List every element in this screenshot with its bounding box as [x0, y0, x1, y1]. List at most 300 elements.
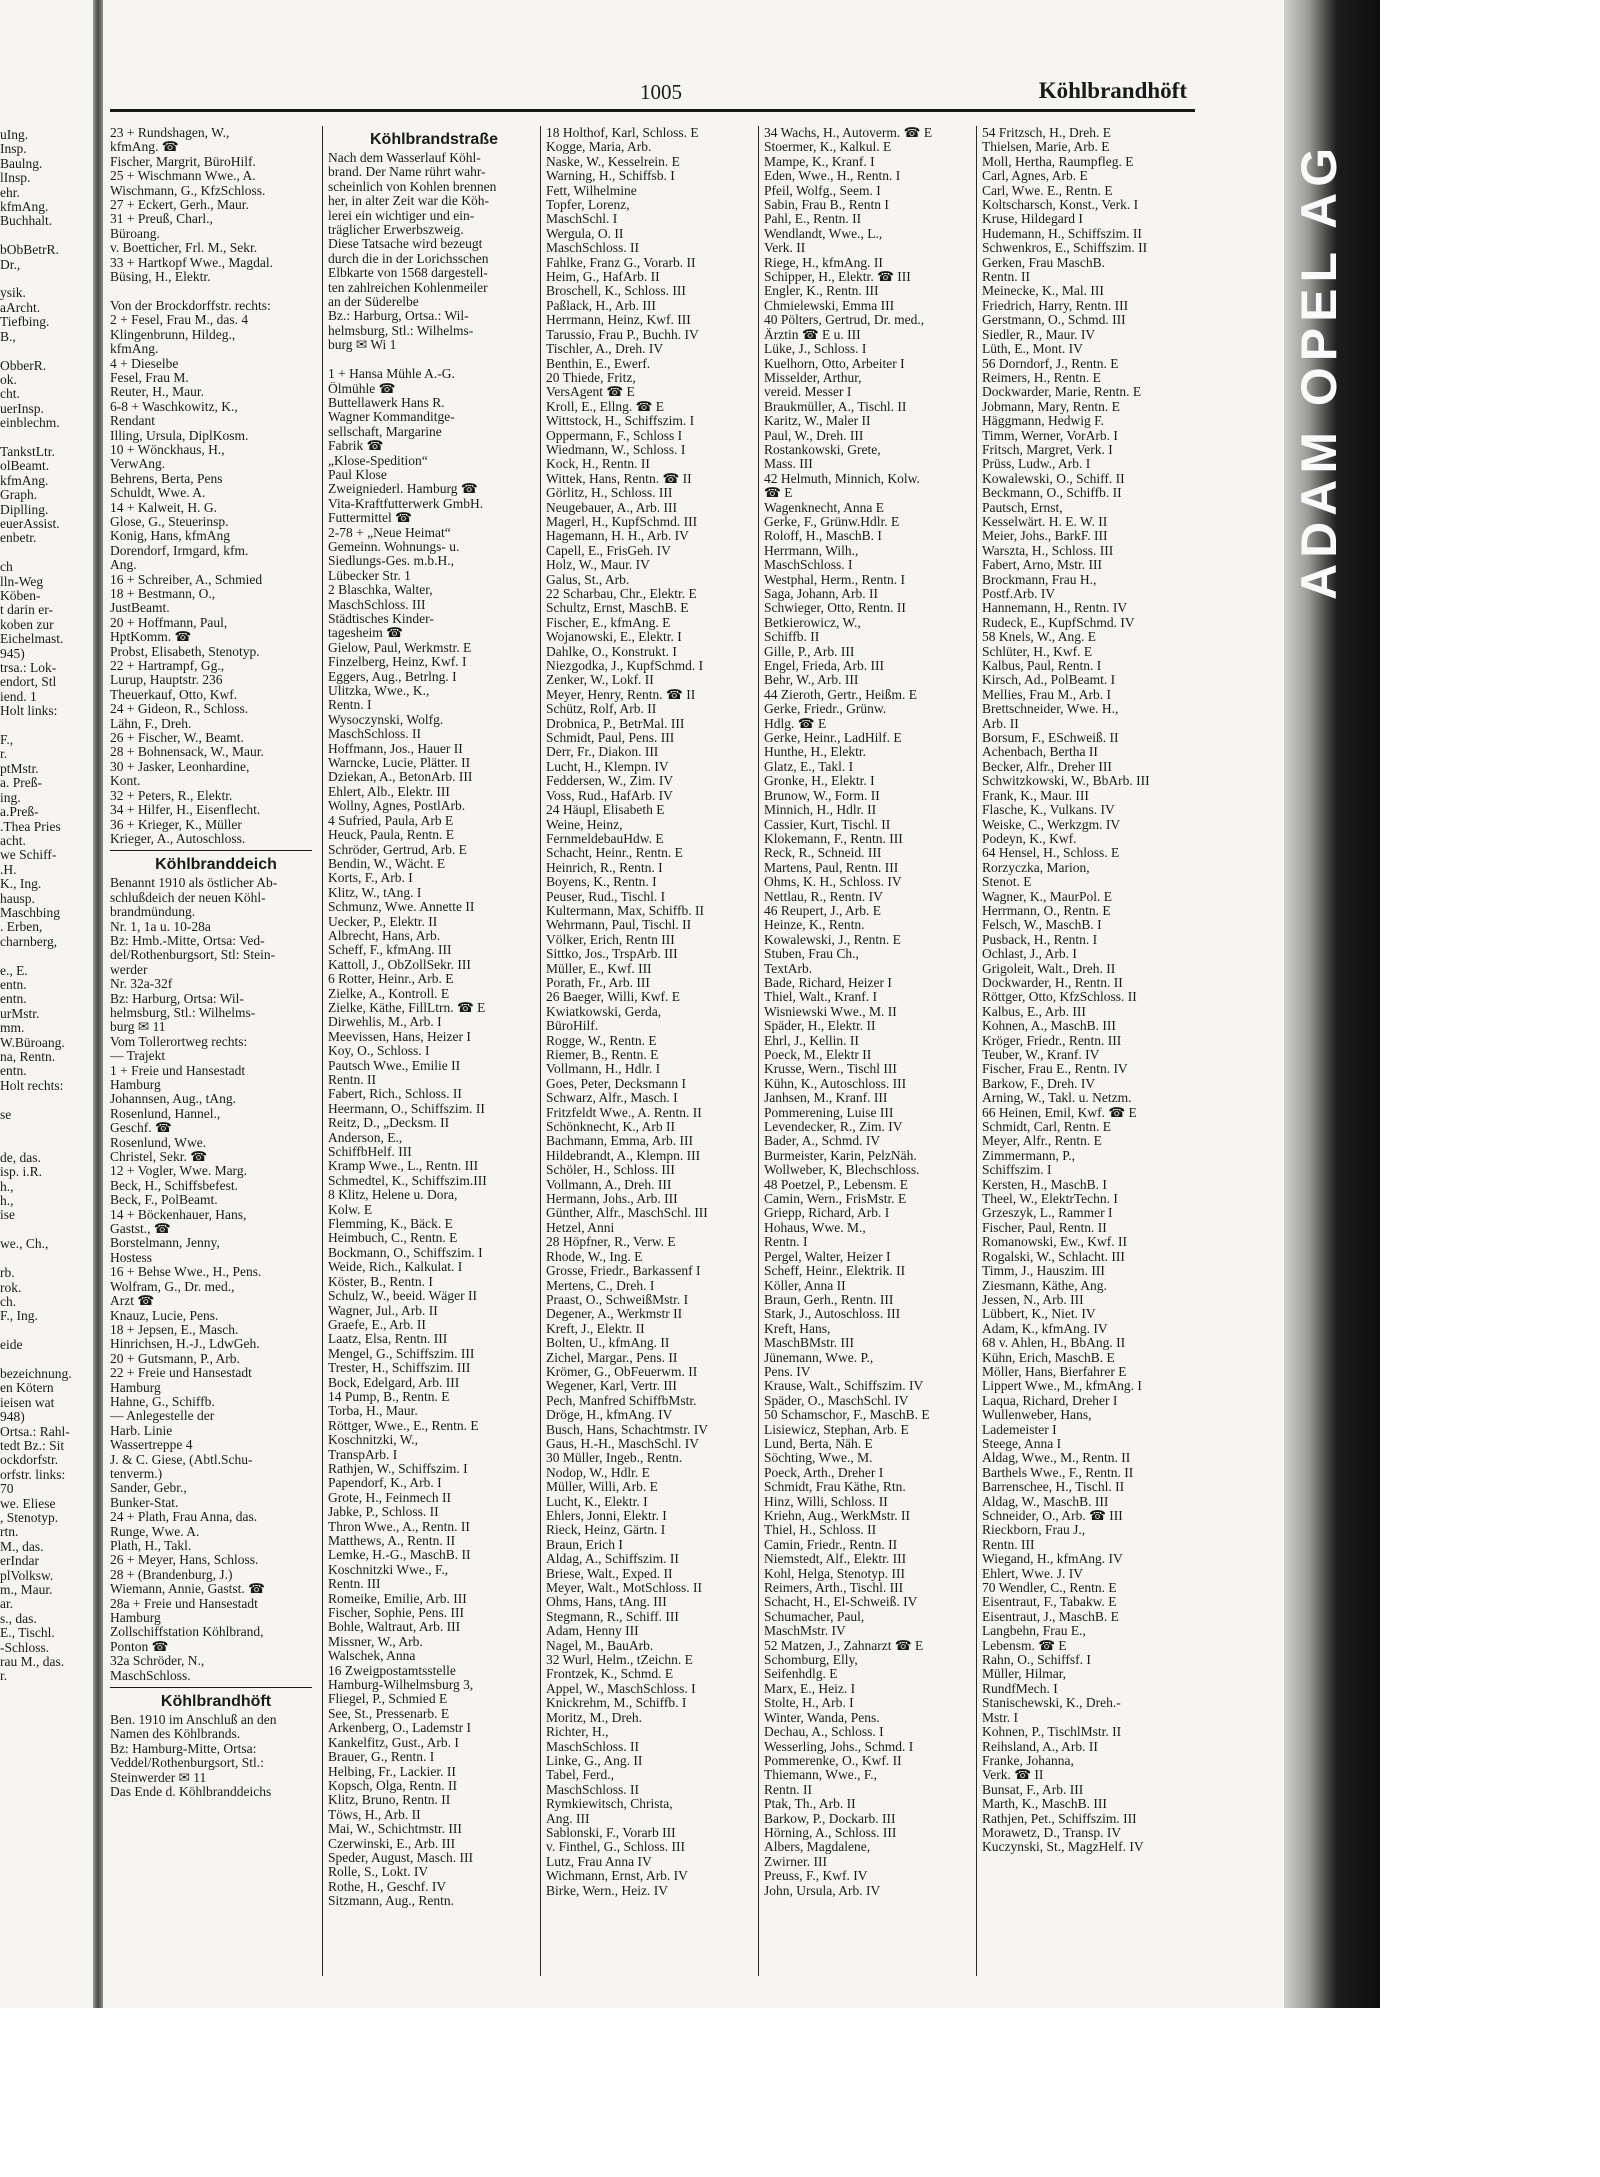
directory-entry: Finzelberg, Heinz, Kwf. I — [328, 655, 467, 670]
directory-entry: Siedler, R., Maur. IV — [982, 327, 1096, 342]
directory-entry: Thiel, H., Schloss. II — [764, 1523, 877, 1538]
fragment-line: we. Eliese — [0, 1496, 56, 1511]
directory-entry: Beckmann, O., Schiffb. II — [982, 486, 1122, 501]
directory-entry: Wendlandt, Wwe., L., — [764, 226, 883, 241]
fragment-line — [0, 949, 92, 963]
directory-entry: Wiedmann, W., Schloss. I — [546, 442, 686, 457]
directory-entry: Schmunz, Wwe. Annette II — [328, 900, 475, 915]
directory-entry: 1 + Freie und Hansestadt — [110, 1063, 246, 1078]
fragment-line: isp. i.R. — [0, 1165, 43, 1180]
directory-entry: 26 Baeger, Willi, Kwf. E — [546, 990, 681, 1005]
directory-entry: Arzt ☎ — [110, 1294, 155, 1309]
directory-entry: Wergula, O. II — [546, 226, 624, 241]
directory-entry: John, Ursula, Arb. IV — [764, 1883, 881, 1898]
directory-entry: Kock, H., Rentn. II — [546, 457, 650, 472]
directory-entry: Czerwinski, E., Arb. III — [328, 1836, 456, 1851]
directory-entry: Kolw. E — [328, 1202, 373, 1217]
directory-entry: 20 + Gutsmann, P., Arb. — [110, 1351, 240, 1366]
directory-entry: Kersten, H., MaschB. I — [982, 1177, 1107, 1192]
directory-entry: Rostankowski, Grete, — [764, 442, 881, 457]
directory-entry: Flasche, K., Vulkans. IV — [982, 803, 1115, 818]
directory-entry: Heinze, K., Rentn. — [764, 918, 865, 933]
directory-entry: Hamburg-Wilhelmsburg 3, — [328, 1678, 474, 1693]
directory-entry: Hetzel, Anni — [546, 1220, 615, 1235]
directory-entry: Goes, Peter, Decksmann I — [546, 1076, 687, 1091]
column-5 — [982, 126, 1194, 1976]
directory-entry: Laatz, Elsa, Rentn. III — [328, 1332, 448, 1347]
directory-entry: Bz: Hmb.-Mitte, Ortsa: Ved- — [110, 933, 265, 948]
directory-entry: VerwAng. — [110, 457, 166, 472]
directory-entry: 2 Blaschka, Walter, — [328, 583, 433, 598]
directory-entry: Barkow, P., Dockarb. III — [764, 1811, 896, 1826]
directory-entry: Mstr. I — [982, 1710, 1019, 1725]
directory-entry: Chmielewski, Emma III — [764, 298, 895, 313]
street-heading: Köhlbranddeich — [155, 856, 277, 874]
directory-entry: Theuerkauf, Otto, Kwf. — [110, 687, 238, 702]
directory-entry: Wassertreppe 4 — [110, 1438, 193, 1453]
directory-entry: Vita-Kraftfutterwerk GmbH. — [328, 496, 484, 511]
fragment-line: ockdorfstr. — [0, 1453, 59, 1468]
directory-entry: Rentn. II — [328, 1073, 376, 1087]
page-header — [110, 78, 1195, 112]
directory-entry: Kalbus, Paul, Rentn. I — [982, 659, 1102, 674]
directory-entry: Fritzfeldt Wwe., A. Rentn. II — [546, 1105, 702, 1120]
directory-entry: Tarussio, Frau P., Buchh. IV — [546, 327, 699, 342]
directory-entry: Borstelmann, Jenny, — [110, 1236, 220, 1251]
directory-entry: 36 + Krieger, K., Müller — [110, 817, 242, 832]
directory-entry: brand. Der Name rührt wahr- — [328, 165, 486, 180]
directory-entry: 14 + Kalweit, H. G. — [110, 500, 217, 515]
directory-entry: 27 + Eckert, Gerh., Maur. — [110, 198, 249, 213]
directory-entry: v. Finthel, G., Schloss. III — [546, 1840, 685, 1855]
directory-entry: HptKomm. ☎ — [110, 630, 192, 645]
directory-entry: Bz.: Harburg, Ortsa.: Wil- — [328, 309, 469, 324]
directory-entry: Matthews, A., Rentn. II — [328, 1534, 456, 1548]
directory-entry: Stenot. E — [982, 875, 1032, 890]
directory-entry: Stark, J., Autoschloss. III — [764, 1307, 901, 1322]
directory-entry: MaschSchl. I — [546, 212, 618, 227]
directory-entry: Knauz, Lucie, Pens. — [110, 1308, 219, 1323]
directory-entry: Gastst., ☎ — [110, 1222, 171, 1237]
directory-entry: Büroang. — [110, 226, 160, 241]
fragment-line: charnberg, — [0, 934, 58, 949]
directory-entry: Probst, Elisabeth, Stenotyp. — [110, 644, 260, 659]
directory-entry: Mass. III — [764, 457, 813, 472]
directory-entry: Lademeister I — [982, 1422, 1057, 1437]
directory-entry: Cassier, Kurt, Tischl. II — [764, 817, 891, 832]
directory-entry: Lisiewicz, Stephan, Arb. E — [764, 1422, 909, 1437]
directory-entry: Kroll, E., Ellng. ☎ E — [546, 399, 665, 414]
directory-entry: Ang. III — [546, 1811, 590, 1826]
directory-entry: Pommerenke, O., Kwf. II — [764, 1753, 902, 1768]
directory-entry: Neugebauer, A., Arb. III — [546, 500, 678, 515]
directory-entry: 20 Thiede, Fritz, — [546, 370, 636, 385]
directory-entry: Röttger, Wwe., E., Rentn. E — [328, 1418, 479, 1433]
directory-entry: Flemming, K., Bäck. E — [328, 1217, 453, 1232]
directory-entry: burg ✉ Wi 1 — [328, 338, 397, 353]
directory-entry: 25 + Wischmann Wwe., A. — [110, 169, 256, 184]
directory-entry: Häggmann, Hedwig F. — [982, 414, 1104, 429]
directory-entry: Heim, G., HafArb. II — [546, 270, 660, 285]
directory-entry: 33 + Hartkopf Wwe., Magdal. — [110, 255, 273, 270]
directory-entry: Heimbuch, C., Rentn. E — [328, 1231, 458, 1246]
directory-entry: Rieck, Heinz, Gärtn. I — [546, 1523, 666, 1538]
directory-entry: Hunthe, H., Elektr. — [764, 745, 866, 760]
directory-entry: Hermann, Johs., Arb. III — [546, 1192, 678, 1207]
fragment-line: rtn. — [0, 1525, 19, 1540]
fragment-line: K., Ing. — [0, 877, 42, 892]
fragment-line: entn. — [0, 1064, 27, 1079]
directory-entry: Rendant — [110, 414, 155, 429]
directory-entry: Bolten, U., kfmAng. II — [546, 1336, 670, 1351]
page-number: 1005 — [640, 80, 682, 104]
fragment-line: Graph. — [0, 488, 38, 503]
directory-entry: Betkierowicz, W., — [764, 615, 861, 630]
directory-entry: 20 + Hoffmann, Paul, — [110, 615, 228, 630]
directory-entry: Rhode, W., Ing. E — [546, 1249, 643, 1264]
directory-entry: Prüss, Ludw., Arb. I — [982, 457, 1091, 472]
directory-entry: Niemstedt, Alf., Elektr. III — [764, 1552, 907, 1567]
fragment-line: , Stenotyp. — [0, 1511, 59, 1525]
fragment-line: entn. — [0, 977, 27, 992]
directory-entry: Gerken, Frau MaschB. — [982, 255, 1105, 270]
directory-entry: Gerstmann, O., Schmd. III — [982, 313, 1126, 328]
directory-entry: Klitz, Bruno, Rentn. II — [328, 1793, 451, 1808]
directory-entry: Glatz, E., Takl. I — [764, 759, 854, 774]
fragment-line: iend. 1 — [0, 689, 37, 704]
directory-entry: Feddersen, W., Zim. IV — [546, 774, 674, 789]
directory-entry: schlußdeich der neuen Köhl- — [110, 890, 266, 905]
directory-entry: Poeck, M., Elektr II — [764, 1048, 872, 1062]
directory-entry: Pech, Manfred SchiffbMstr. — [546, 1393, 697, 1408]
directory-entry: Borsum, F., ESchweiß. II — [982, 731, 1119, 746]
directory-entry: Holz, W., Maur. IV — [546, 558, 650, 573]
fragment-line: ptMstr. — [0, 761, 39, 776]
directory-entry: Kirsch, Ad., PolBeamt. I — [982, 673, 1116, 688]
directory-entry: 22 Scharbau, Chr., Elektr. E — [546, 587, 697, 601]
directory-entry: Rogge, W., Rentn. E — [546, 1033, 657, 1048]
directory-entry: Bunsat, F., Arb. III — [982, 1782, 1084, 1797]
directory-entry: Misselder, Arthur, — [764, 370, 862, 385]
fragment-line: cht. — [0, 387, 20, 402]
directory-entry: 26 + Fischer, W., Beamt. — [110, 731, 244, 746]
directory-entry: Missner, W., Arb. — [328, 1634, 423, 1649]
directory-entry: Birke, Wern., Heiz. IV — [546, 1883, 669, 1898]
fragment-line: a.Preß- — [0, 805, 39, 820]
directory-entry: Fischer, Frau E., Rentn. IV — [982, 1062, 1128, 1077]
directory-entry: Kühn, K., Autoschloss. III — [764, 1076, 907, 1091]
column-2 — [328, 126, 541, 1976]
directory-entry: Rothe, H., Geschf. IV — [328, 1879, 447, 1894]
directory-entry: Albers, Magdalene, — [764, 1840, 871, 1855]
directory-entry: Romanowski, Ew., Kwf. II — [982, 1235, 1127, 1250]
column-4 — [764, 126, 977, 1976]
fragment-line: we., Ch., — [0, 1237, 49, 1252]
directory-entry: Frank, K., Maur. III — [982, 788, 1089, 803]
fragment-line: ch. — [0, 1294, 17, 1309]
directory-columns — [110, 126, 1195, 1976]
fragment-line: h., — [0, 1194, 14, 1209]
directory-entry: Hannemann, H., Rentn. IV — [982, 601, 1128, 616]
directory-entry: Voss, Rud., HafArb. IV — [546, 788, 673, 803]
directory-entry: Fischer, Paul, Rentn. II — [982, 1220, 1107, 1235]
directory-entry: Jünemann, Wwe. P., — [764, 1350, 874, 1365]
directory-entry: helmsburg, Stl.: Wilhelms- — [328, 323, 474, 338]
directory-entry: Pens. IV — [764, 1364, 811, 1379]
directory-entry: Rolle, S., Lokt. IV — [328, 1865, 429, 1880]
directory-entry: Barthels Wwe., F., Rentn. II — [982, 1465, 1134, 1480]
directory-entry: Wullenweber, Hans, — [982, 1408, 1092, 1423]
fragment-line: M., das. — [0, 1539, 44, 1554]
directory-entry: Gerke, F., Grünw.Hdlr. E — [764, 514, 900, 529]
directory-entry: Aldag, Wwe., M., Rentn. II — [982, 1451, 1131, 1466]
column-3 — [546, 126, 759, 1976]
directory-entry: Dröge, H., kfmAng. IV — [546, 1408, 673, 1423]
directory-entry: Schumacher, Paul, — [764, 1609, 865, 1624]
fragment-line: h., — [0, 1179, 14, 1194]
directory-entry: Korts, F., Arb. I — [328, 871, 413, 886]
directory-entry: 30 Müller, Ingeb., Rentn. — [546, 1451, 683, 1466]
directory-entry: Konig, Hans, kfmAng — [110, 529, 230, 544]
directory-entry: Rudeck, E., KupfSchmd. IV — [982, 615, 1135, 630]
directory-entry: Nettlau, R., Rentn. IV — [764, 889, 883, 904]
directory-entry: Hahne, G., Schiffb. — [110, 1394, 215, 1409]
directory-entry: Hinrichsen, H.-J., LdwGeh. — [110, 1337, 260, 1352]
directory-entry: Sablonski, F., Vorarb III — [546, 1825, 676, 1840]
directory-entry: 48 Poetzel, P., Lebensm. E — [764, 1177, 908, 1192]
directory-entry: Wagner, K., MaurPol. E — [982, 889, 1112, 904]
directory-entry: helmsburg, Stl.: Wilhelms- — [110, 1005, 256, 1020]
directory-entry: Von der Brockdorffstr. rechts: — [110, 298, 271, 313]
directory-entry: Kohnen, P., TischlMstr. II — [982, 1725, 1122, 1740]
directory-entry: MaschSchloss. II — [328, 727, 421, 742]
directory-entry: Kohnen, A., MaschB. III — [982, 1019, 1116, 1034]
directory-entry: Sittko, Jos., TrspArb. III — [546, 947, 678, 962]
fragment-line: Diplling. — [0, 502, 49, 517]
directory-entry: Aldag, A., Schiffszim. II — [546, 1552, 679, 1567]
directory-entry: 44 Zieroth, Gertr., Heißm. E — [764, 687, 917, 702]
directory-entry: Tabel, Ferd., — [546, 1768, 615, 1783]
directory-entry: 1 + Hansa Mühle A.-G. — [328, 367, 455, 382]
directory-entry: TranspArb. I — [328, 1447, 398, 1462]
directory-entry: Schönknecht, K., Arb II — [546, 1120, 675, 1135]
directory-entry: Gronke, H., Elektr. I — [764, 774, 875, 789]
directory-entry: 10 + Wönckhaus, H., — [110, 442, 225, 457]
directory-entry: Thiemann, Wwe., F., — [764, 1768, 878, 1783]
directory-entry: Schmidt, Carl, Rentn. E — [982, 1120, 1111, 1135]
directory-entry: Zielke, Käthe, FillLtrn. ☎ E — [328, 1000, 486, 1015]
directory-entry: Beck, H., Schiffsbefest. — [110, 1178, 238, 1193]
directory-entry: MaschSchloss. II — [546, 1739, 639, 1754]
directory-entry: Morawetz, D., Transp. IV — [982, 1825, 1122, 1840]
directory-entry: Eisentraut, F., Tabakw. E — [982, 1595, 1117, 1610]
fragment-line: ieisen wat — [0, 1395, 55, 1410]
directory-entry: Schipper, H., Elektr. ☎ III — [764, 270, 911, 285]
directory-entry: Töws, H., Arb. II — [328, 1807, 421, 1822]
fragment-line: t darin er- — [0, 603, 53, 618]
directory-entry: 40 Pölters, Gertrud, Dr. med., — [764, 313, 925, 328]
directory-entry: Tischler, A., Dreh. IV — [546, 342, 664, 357]
directory-entry: Roloff, H., MaschB. I — [764, 529, 882, 544]
directory-entry: Griepp, Richard, Arb. I — [764, 1206, 890, 1221]
directory-entry: Hinz, Willi, Schloss. II — [764, 1494, 888, 1509]
directory-entry: Rathjen, Pet., Schiffszim. III — [982, 1811, 1137, 1826]
directory-entry: Engel, Frieda, Arb. III — [764, 659, 884, 674]
directory-entry: träglicher Erwerbszweig. — [328, 223, 464, 238]
directory-entry: 24 + Gideon, R., Schloss. — [110, 702, 249, 717]
directory-entry: Wichmann, Ernst, Arb. IV — [546, 1869, 688, 1884]
fragment-line — [0, 344, 92, 358]
directory-entry: Graefe, E., Arb. II — [328, 1317, 426, 1332]
directory-entry: Eden, Wwe., H., Rentn. I — [764, 169, 901, 184]
fragment-line: -Schloss. — [0, 1640, 50, 1655]
fragment-line: ysik. — [0, 286, 26, 301]
directory-entry: Günther, Alfr., MaschSchl. III — [546, 1206, 708, 1221]
directory-entry: Wagner Kommanditge- — [328, 410, 455, 425]
directory-entry: tenverm.) — [110, 1466, 163, 1481]
page-title: Köhlbrandhöft — [1038, 78, 1187, 103]
directory-entry: Behrens, Berta, Pens — [110, 471, 223, 486]
directory-entry: burg ✉ 11 — [110, 1020, 166, 1035]
directory-entry: Burmeister, Karin, PelzNäh. — [764, 1148, 917, 1163]
directory-entry: Knickrehm, M., Schiffb. I — [546, 1696, 687, 1711]
directory-entry: Busch, Hans, Schachtmstr. IV — [546, 1422, 708, 1437]
directory-entry: kfmAng. ☎ — [110, 140, 179, 155]
directory-entry: Herrmann, Heinz, Kwf. III — [546, 313, 691, 328]
fragment-line: acht. — [0, 833, 26, 848]
directory-entry: 12 + Vogler, Wwe. Marg. — [110, 1164, 247, 1179]
directory-entry: Dahlke, O., Konstrukt. I — [546, 644, 677, 659]
directory-entry: Pommerening, Luise III — [764, 1105, 894, 1120]
directory-entry: Bendin, W., Wächt. E — [328, 856, 446, 871]
directory-entry: Stegmann, R., Schiff. III — [546, 1609, 679, 1624]
directory-entry: Wittstock, H., Schiffszim. I — [546, 414, 695, 429]
directory-entry: Marx, E., Heiz. I — [764, 1681, 856, 1696]
directory-entry: Meyer, Henry, Rentn. ☎ II — [546, 687, 696, 702]
directory-entry: Rentn. II — [982, 270, 1030, 285]
fragment-line: plVolksw. — [0, 1568, 54, 1583]
directory-entry: MaschBMstr. III — [764, 1336, 854, 1351]
fragment-line: r. — [0, 747, 8, 762]
directory-entry: Kriehn, Aug., WerkMstr. II — [764, 1509, 911, 1523]
directory-entry: Fliegel, P., Schmied E — [328, 1692, 448, 1707]
directory-entry: Rosenlund, Wwe. — [110, 1135, 207, 1150]
directory-entry: MaschSchloss. II — [546, 241, 639, 256]
fragment-line: Dr., — [0, 257, 21, 272]
directory-entry: Stoermer, K., Kalkul. E — [764, 140, 892, 155]
directory-entry: Kuelhorn, Otto, Arbeiter I — [764, 356, 905, 371]
directory-entry: Reihsland, A., Arb. II — [982, 1739, 1098, 1754]
directory-entry: Reuter, H., Maur. — [110, 385, 204, 400]
directory-entry: Saga, Johann, Arb. II — [764, 587, 878, 601]
fragment-line: einblechm. — [0, 416, 60, 431]
directory-entry: Wischmann, G., KfzSchloss. — [110, 183, 266, 198]
directory-entry: Arning, W., Takl. u. Netzm. — [982, 1091, 1132, 1106]
fragment-line: mm. — [0, 1021, 25, 1036]
directory-entry: Marth, K., MaschB. III — [982, 1797, 1107, 1812]
directory-entry: MaschSchloss. III — [328, 597, 426, 612]
directory-entry: Preuss, F., Kwf. IV — [764, 1869, 868, 1884]
directory-entry: Rosenlund, Hannel., — [110, 1106, 221, 1121]
directory-entry: Pfeil, Wolfg., Seem. I — [764, 183, 881, 198]
directory-entry: Schlüter, H., Kwf. E — [982, 644, 1093, 659]
directory-entry: 4 Sufried, Paula, Arb E — [328, 813, 454, 828]
directory-entry: Kopsch, Olga, Rentn. II — [328, 1778, 457, 1793]
directory-entry: Carl, Wwe. E., Rentn. E — [982, 183, 1113, 198]
directory-entry: Minnich, H., Hdlr. II — [764, 803, 877, 818]
directory-entry: Söchting, Wwe., M. — [764, 1451, 873, 1466]
directory-entry: Moritz, M., Dreh. — [546, 1710, 642, 1725]
fragment-line: .H. — [0, 862, 17, 877]
directory-entry: Bz: Harburg, Ortsa: Wil- — [110, 991, 244, 1006]
directory-entry: Meyer, Walt., MotSchloss. II — [546, 1581, 702, 1596]
directory-entry: Achenbach, Bertha II — [982, 745, 1098, 760]
directory-entry: Porath, Fr., Arb. III — [546, 975, 650, 990]
directory-entry: Braun, Gerh., Rentn. III — [764, 1292, 894, 1307]
directory-entry: Bohle, Waltraut, Arb. III — [328, 1620, 461, 1635]
directory-entry: Seifenhdlg. E — [764, 1667, 838, 1682]
fragment-line: ehr. — [0, 185, 20, 200]
directory-entry: Nodop, W., Hdlr. E — [546, 1465, 650, 1480]
directory-entry: Sander, Gebr., — [110, 1481, 187, 1496]
directory-entry: ☎ E — [764, 486, 793, 501]
directory-entry: Brockmann, Frau H., — [982, 572, 1097, 587]
directory-entry: Kont. — [110, 774, 141, 789]
directory-entry: 42 Helmuth, Minnich, Kolw. — [764, 471, 920, 486]
directory-entry: See, St., Pressenarb. E — [328, 1706, 450, 1721]
directory-entry: Koschnitzki, W., — [328, 1433, 418, 1448]
directory-entry: Ponton ☎ — [110, 1639, 169, 1654]
directory-entry: Teuber, W., Kranf. IV — [982, 1048, 1100, 1062]
directory-entry: Schröder, Gertrud, Arb. E — [328, 842, 467, 857]
directory-entry: Hostess — [110, 1250, 153, 1265]
directory-entry: Koschnitzki Wwe., F., — [328, 1562, 449, 1577]
directory-entry: Eggers, Aug., Betrlng. I — [328, 669, 457, 684]
directory-entry: 54 Fritzsch, H., Dreh. E — [982, 126, 1111, 140]
directory-entry: Kwiatkowski, Gerda, — [546, 1004, 662, 1019]
directory-entry: v. Boetticher, Frl. M., Sekr. — [110, 241, 258, 256]
directory-entry: Lübbert, K., Niet. IV — [982, 1307, 1096, 1322]
directory-entry: Riege, H., kfmAng. II — [764, 255, 883, 270]
fragment-line: ar. — [0, 1597, 14, 1612]
directory-entry: MaschMstr. IV — [764, 1624, 846, 1639]
directory-entry: 28 + Bohnensack, W., Maur. — [110, 745, 264, 760]
directory-entry: Zweigniederl. Hamburg ☎ — [328, 482, 478, 497]
directory-entry: Warning, H., Schiffsb. I — [546, 169, 675, 184]
directory-entry: Nr. 1, 1a u. 10-28a — [110, 919, 211, 934]
fragment-line: euerAssist. — [0, 516, 60, 531]
directory-entry: 4 + Dieselbe — [110, 356, 179, 371]
directory-entry: Mellies, Frau M., Arb. I — [982, 687, 1111, 702]
directory-entry: Rorzyczka, Marion, — [982, 860, 1090, 875]
directory-entry: Hohaus, Wwe. M., — [764, 1220, 866, 1235]
directory-entry: 32 Wurl, Helm., tZeichn. E — [546, 1653, 693, 1668]
directory-entry: Klingenbrunn, Hildeg., — [110, 327, 236, 342]
directory-entry: Sitzmann, Aug., Rentn. — [328, 1894, 454, 1909]
directory-entry: Veddel/Rothenburgsort, Stl.: — [110, 1756, 264, 1771]
fragment-line: 945) — [0, 646, 25, 661]
directory-entry: Grigoleit, Walt., Dreh. II — [982, 961, 1116, 976]
spine-advertisement-text: ADAM OPEL AG — [1291, 141, 1347, 600]
directory-entry: Thron Wwe., A., Rentn. II — [328, 1519, 470, 1534]
street-heading: Köhlbrandhöft — [160, 1693, 272, 1711]
directory-entry: Moll, Hertha, Raumpfleg. E — [982, 154, 1134, 169]
fragment-line — [0, 1223, 92, 1237]
directory-entry: Schmedtel, K., Schiffszim.III — [328, 1173, 487, 1188]
directory-entry — [328, 353, 540, 367]
directory-entry: Kalbus, E., Arb. III — [982, 1004, 1086, 1019]
directory-entry: SchiffbHelf. III — [328, 1145, 412, 1160]
